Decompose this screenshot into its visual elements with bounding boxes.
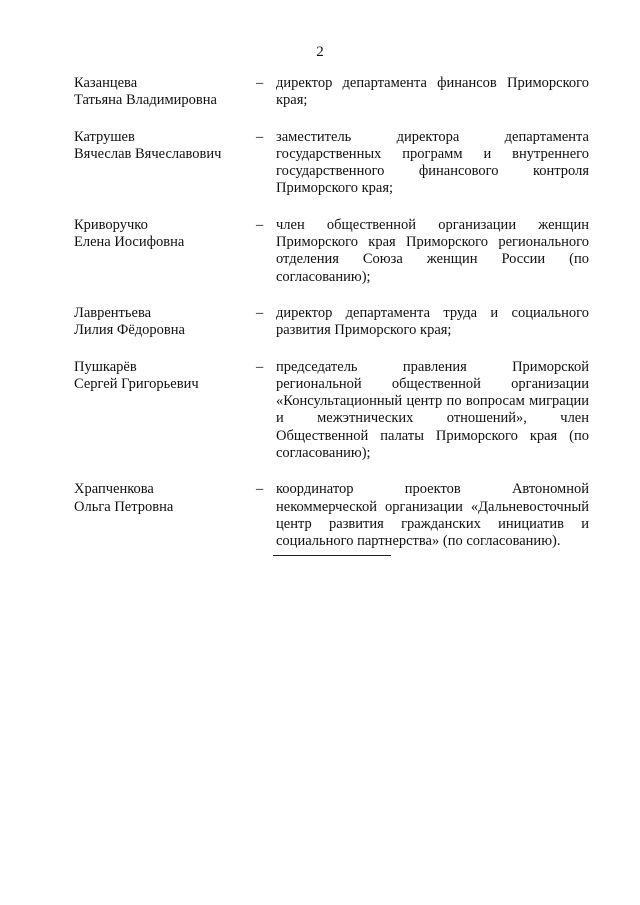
member-given-names: Татьяна Владимировна bbox=[74, 92, 217, 109]
member-dash: – bbox=[256, 216, 264, 233]
member-dash: – bbox=[256, 128, 264, 145]
member-role: директор департамента финансов Приморского края; bbox=[276, 75, 589, 109]
member-dash: – bbox=[256, 358, 264, 375]
member-entry bbox=[74, 481, 589, 550]
member-given-names: Вячеслав Вячеславович bbox=[74, 145, 222, 162]
member-name bbox=[74, 217, 254, 286]
member-name bbox=[74, 75, 254, 110]
member-dash: – bbox=[256, 304, 264, 321]
member-surname: Катрушев bbox=[74, 128, 135, 145]
member-role: координатор проектов Автономной некоммерческой организации «Дальневосточный центр развития гражданских инициатив и социального партнерства» (по согласованию). bbox=[276, 481, 589, 550]
member-entry bbox=[74, 305, 589, 340]
member-surname: Криворучко bbox=[74, 216, 148, 233]
members-list bbox=[74, 75, 589, 570]
member-role: председатель правления Приморской региональной общественной организации «Консультационный центр по вопросам миграции и межэтнических отношений», член Общественной палаты Приморского края (по согласованию); bbox=[276, 358, 589, 462]
member-entry bbox=[74, 75, 589, 110]
member-surname: Казанцева bbox=[74, 75, 138, 91]
member-given-names: Ольга Петровна bbox=[74, 498, 174, 515]
end-rule-divider bbox=[273, 555, 391, 556]
member-given-names: Лилия Фёдоровна bbox=[74, 322, 185, 339]
member-dash: – bbox=[256, 481, 264, 498]
member-role: заместитель директора департамента государственных программ и внутреннего государственного финансового контроля Приморского края; bbox=[276, 128, 589, 197]
member-surname: Лаврентьева bbox=[74, 304, 152, 321]
member-entry bbox=[74, 359, 589, 463]
member-name bbox=[74, 359, 254, 463]
member-role: директор департамента труда и социального развития Приморского края; bbox=[276, 304, 589, 339]
member-name bbox=[74, 129, 254, 198]
member-name bbox=[74, 305, 254, 340]
member-surname: Храпченкова bbox=[74, 481, 154, 498]
member-entry bbox=[74, 129, 589, 198]
member-given-names: Сергей Григорьевич bbox=[74, 375, 199, 392]
member-given-names: Елена Иосифовна bbox=[74, 234, 185, 251]
member-dash: – bbox=[256, 75, 264, 91]
member-name bbox=[74, 481, 254, 550]
member-surname: Пушкарёв bbox=[74, 358, 137, 375]
page-number: 2 bbox=[316, 44, 324, 60]
member-role: член общественной организации женщин Приморского края Приморского регионального отделения Союза женщин России (по согласованию); bbox=[276, 216, 589, 285]
member-entry bbox=[74, 217, 589, 286]
